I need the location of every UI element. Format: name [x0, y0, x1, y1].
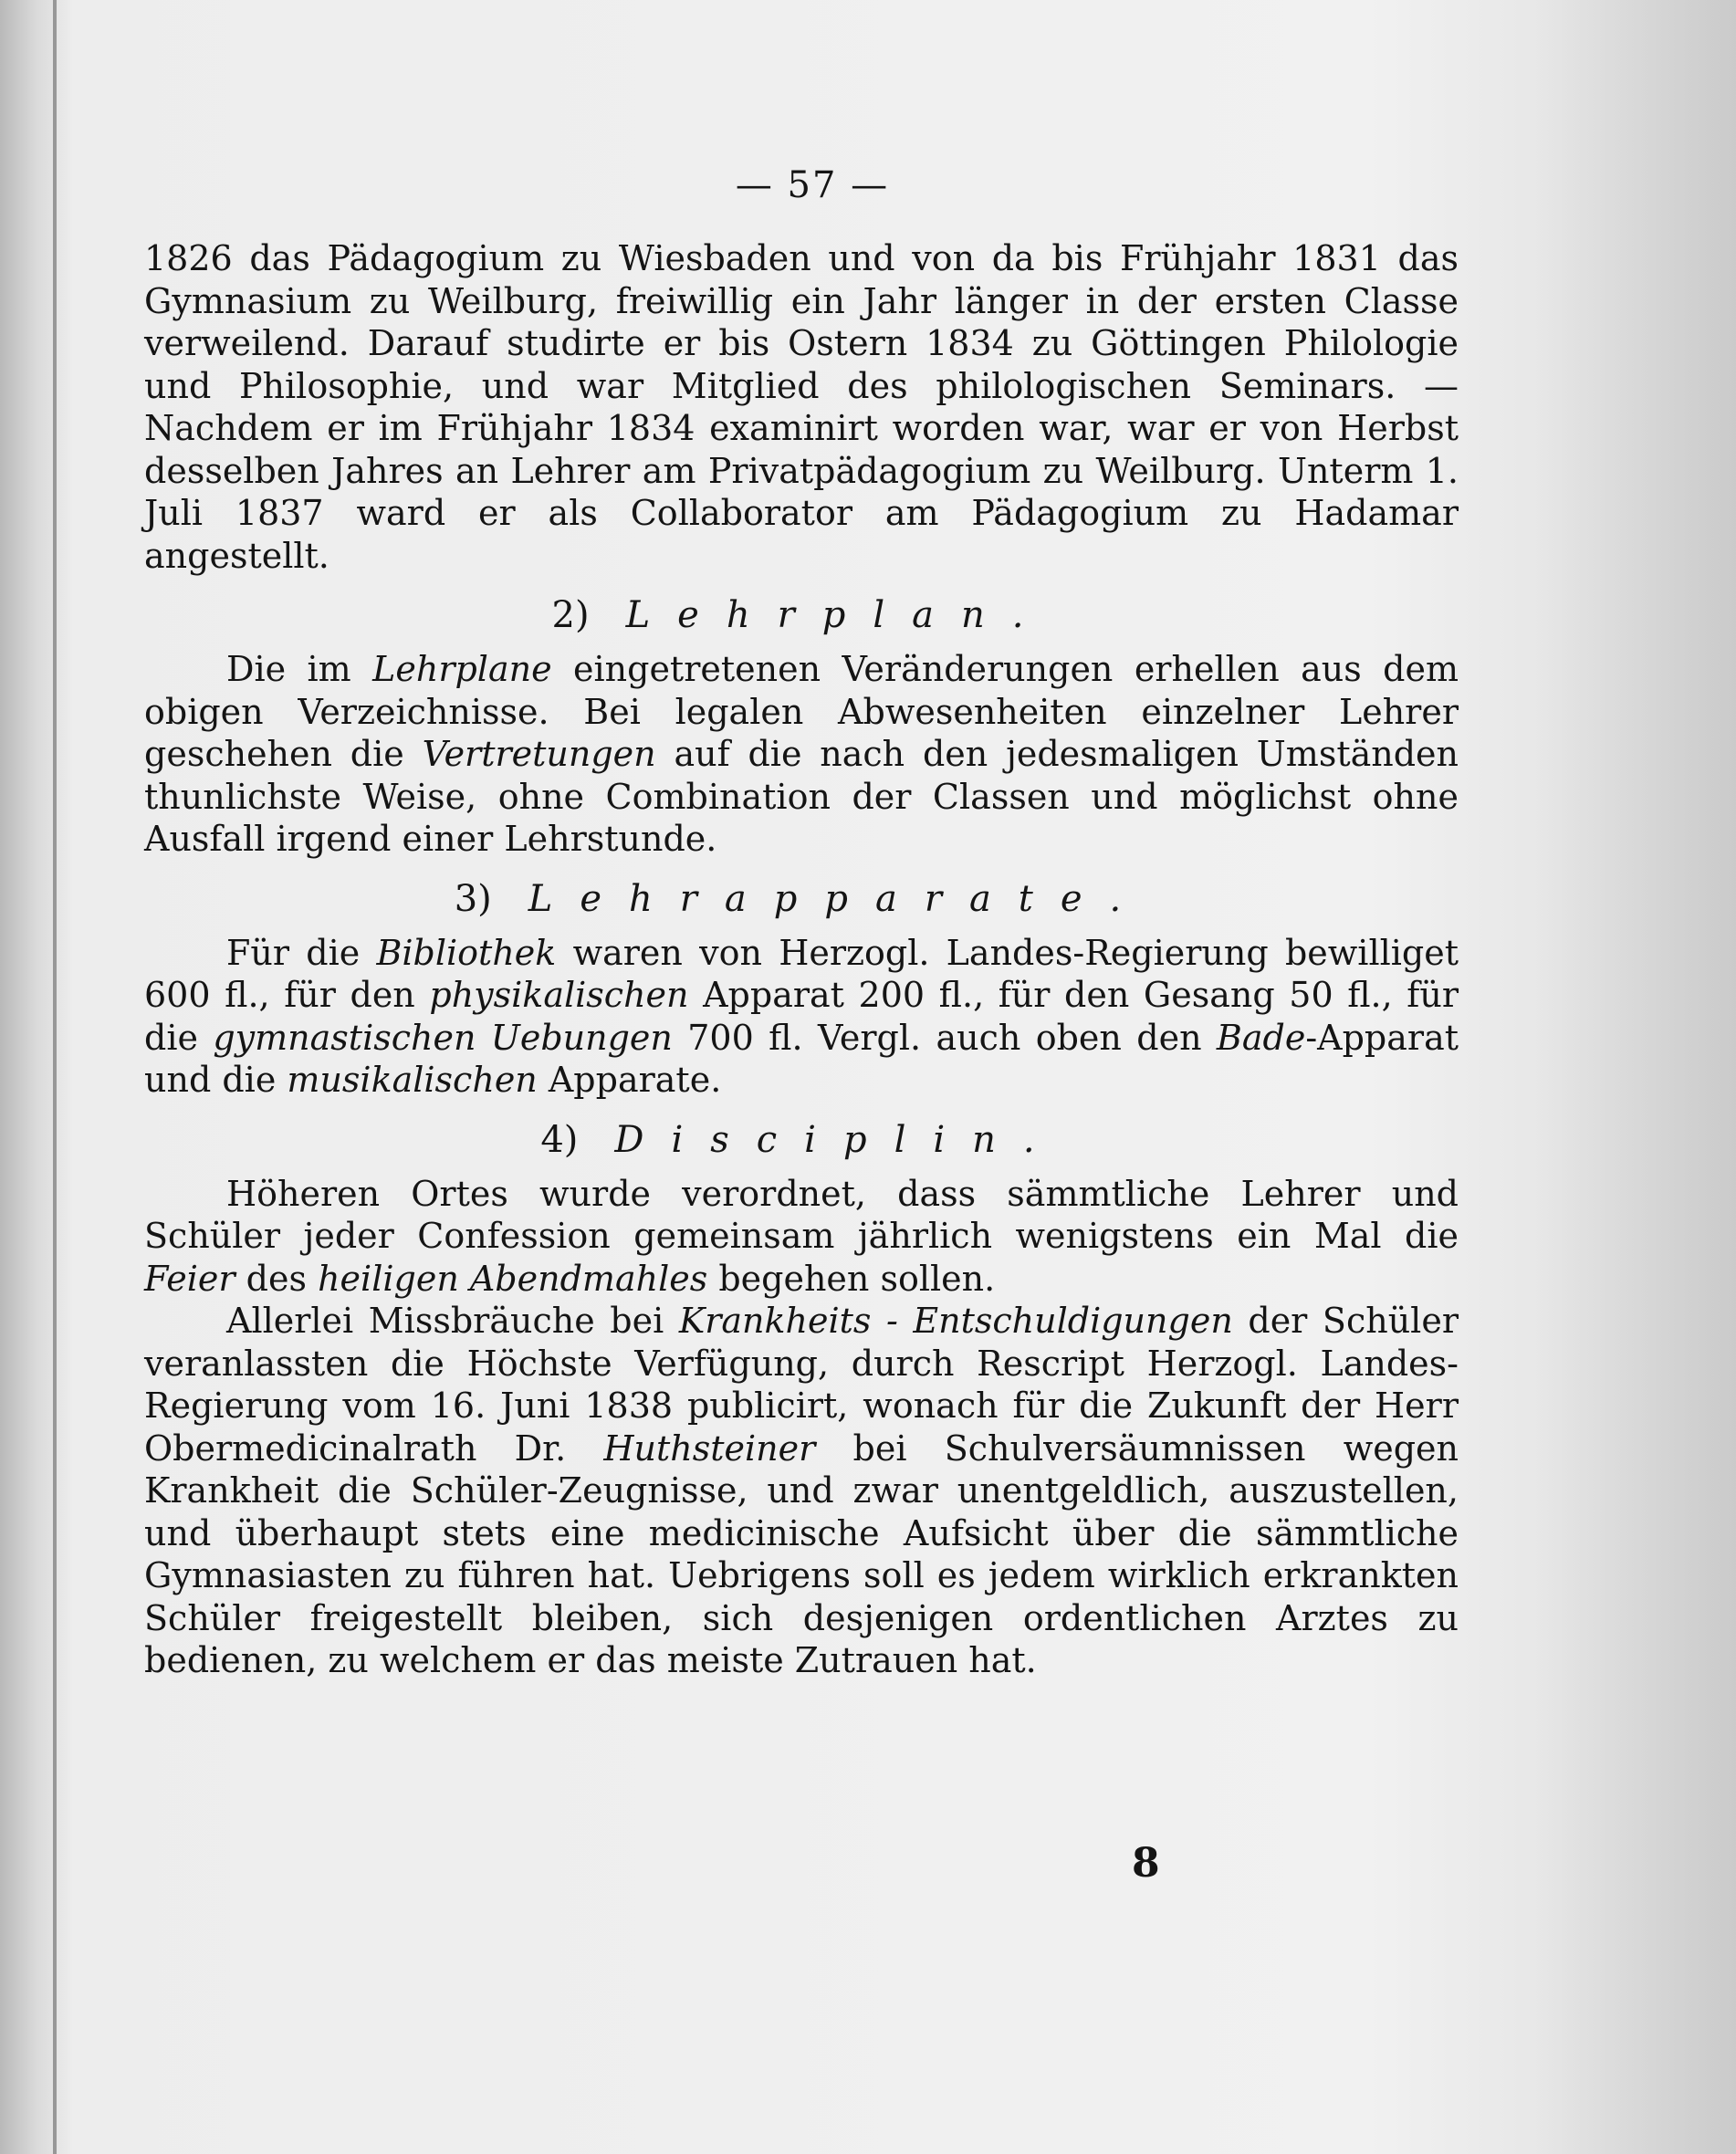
section-number: 4): [540, 1118, 579, 1161]
italic-run: Bibliothek: [376, 932, 557, 973]
section-title: Disciplin.: [614, 1118, 1062, 1161]
paragraph-biography: 1826 das Pädagogium zu Wiesbaden und von da bis Frühjahr 1831 das Gymnasium zu Weilburg, freiwillig ein Jahr länger in der ersten Classe verweilend. Darauf studirte er bis Ostern 1834 zu Göttingen Philologie und Philosophie, und war Mitglied des philologischen Seminars. — Nachdem er im Frühjahr 1834 examinirt worden war, war er von Herbst desselben Jahres an Lehrer am Privatpädagogium zu Weilburg. Unterm 1. Juli 1837 ward er als Collaborator am Pädagogium zu Hadamar angestellt.: [144, 238, 1459, 576]
book-gutter: [53, 0, 57, 2154]
italic-run: Feier: [144, 1258, 235, 1299]
italic-run: Huthsteiner: [603, 1427, 816, 1469]
section-number: 2): [551, 594, 590, 636]
text-run: auf die nach den jedesmaligen Umständen thunlichste Weise, ohne Combination der Classen und möglichst ohne Ausfall irgend einer Lehrstunde.: [144, 734, 1459, 859]
text-run: begehen sollen.: [707, 1258, 996, 1299]
page-number: — 57 —: [735, 164, 890, 206]
paragraph-lehrplan: [144, 648, 1459, 861]
text-run: Die im: [226, 649, 373, 689]
document-body: [144, 237, 1459, 1682]
italic-run: musikalischen: [287, 1060, 538, 1100]
section-heading-lehrplan: [144, 590, 1459, 641]
text-run: Höheren Ortes wurde verordnet, dass sämmtliche Lehrer und Schüler jeder Confession gemeinsam jährlich wenigstens ein Mal die: [144, 1173, 1459, 1256]
text-run: des: [235, 1258, 319, 1299]
text-run: waren von Herzogl. Landes-Regierung bewilliget 600 fl., für den: [144, 932, 1459, 1015]
paragraph-lehrapparate: [144, 932, 1459, 1102]
text-run: Allerlei Missbräuche bei: [226, 1301, 679, 1341]
italic-run: Krankheits - Entschuldigungen: [678, 1301, 1233, 1341]
text-run: -Apparat und die: [144, 1017, 1459, 1100]
text-run: 700 fl. Vergl. auch oben den: [672, 1017, 1217, 1058]
paragraph-abendmahl: [144, 1173, 1459, 1301]
text-run: bei Schulversäumnissen wegen Krankheit die Schüler-Zeugnisse, und zwar unentgeldlich, auszustellen, und überhaupt stets eine medicinische Aufsicht über die sämmtliche Gymnasiasten zu führen hat. Uebrigens soll es jedem wirklich erkrankten Schüler freigestellt bleiben, sich desjenigen ordentlichen Arztes zu bedienen, zu welchem er das meiste Zutrauen hat.: [144, 1427, 1459, 1680]
section-heading-lehrapparate: [144, 873, 1459, 925]
italic-run: Vertretungen: [422, 734, 656, 774]
text-run: Apparate.: [537, 1060, 722, 1100]
section-title: Lehrplan.: [625, 594, 1051, 636]
text-run: Für die: [226, 932, 377, 973]
text-run: eingetretenen Veränderungen erhellen aus dem obigen Verzeichnisse. Bei legalen Abwesenheiten einzelner Lehrer geschehen die: [144, 649, 1459, 774]
italic-run: gymnastischen Uebungen: [213, 1017, 673, 1058]
italic-run: heiligen Abendmahles: [318, 1258, 708, 1299]
section-heading-disciplin: [144, 1114, 1459, 1166]
section-number: 3): [454, 877, 492, 920]
page-edge-shadow: [1535, 0, 1736, 2154]
sheet-signature-mark: 8: [1132, 1840, 1160, 1887]
paragraph-krankheit: [144, 1300, 1459, 1682]
text-run: Apparat 200 fl., für den Gesang 50 fl., für die: [144, 975, 1459, 1058]
text-run: der Schüler veranlassten die Höchste Verfügung, durch Rescript Herzogl. Landes-Regierung vom 16. Juni 1838 publicirt, wonach für die Zukunft der Herr Obermedicinalrath Dr.: [144, 1301, 1459, 1469]
section-title: Lehrapparate.: [528, 877, 1149, 920]
italic-run: physikalischen: [429, 975, 689, 1015]
italic-run: Bade: [1216, 1017, 1306, 1058]
italic-run: Lehrplane: [372, 649, 552, 689]
